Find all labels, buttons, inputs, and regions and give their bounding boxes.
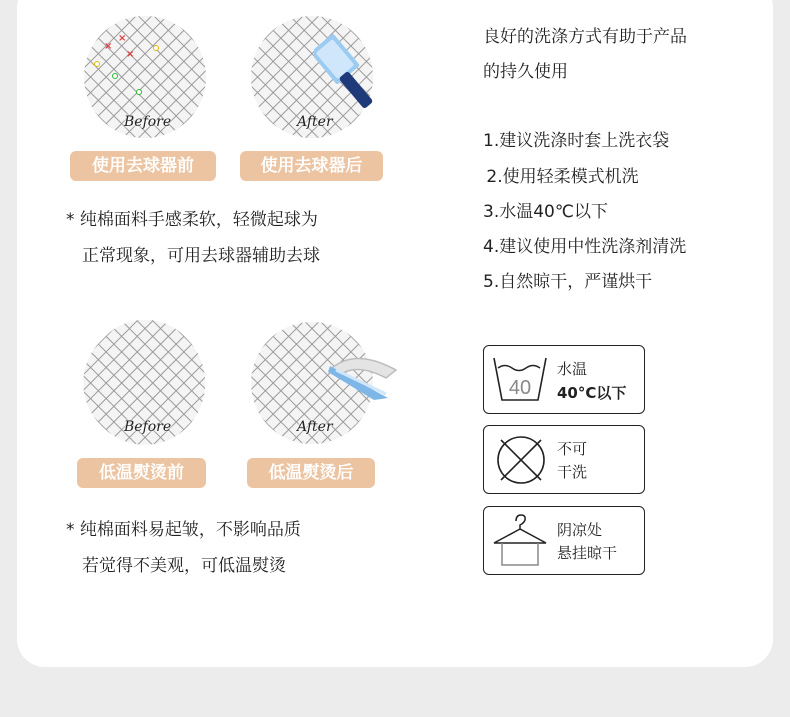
pill-mark: × xyxy=(126,49,135,60)
pill-mark: × xyxy=(104,41,113,52)
after-shaver-badge: 使用去球器后 xyxy=(240,151,383,181)
wash-temp-number: 40 xyxy=(508,377,532,399)
washing-tip: 4.建议使用中性洗涤剂清洗 xyxy=(483,237,687,257)
care-label: 阴凉处 xyxy=(557,521,603,539)
care-hang-dry xyxy=(483,506,645,575)
care-wash-temp xyxy=(483,345,645,414)
care-label: 40°C以下 xyxy=(557,384,627,402)
after-ironing-badge: 低温熨烫后 xyxy=(247,458,375,488)
washing-tip: 2.使用轻柔模式机洗 xyxy=(481,167,639,187)
lint-shaver-icon xyxy=(314,28,404,118)
pilling-note-line1: * 纯棉面料手感柔软，轻微起球为 xyxy=(66,210,318,230)
pill-dot xyxy=(153,45,159,51)
ironing-note-line1: * 纯棉面料易起皱，不影响品质 xyxy=(66,520,301,540)
before-ironing-badge: 低温熨烫前 xyxy=(77,458,206,488)
hanger-icon xyxy=(488,511,552,571)
before-label: Before xyxy=(124,114,172,130)
care-label: 水温 xyxy=(557,360,588,378)
washing-tip: 1.建议洗涤时套上洗衣袋 xyxy=(483,131,670,151)
washing-tip: 3.水温40℃以下 xyxy=(483,202,608,222)
pilling-note-line2: 正常现象，可用去球器辅助去球 xyxy=(82,246,320,266)
care-label: 不可 xyxy=(557,440,588,458)
after-label: After xyxy=(297,419,333,435)
ironing-note-line2: 若觉得不美观，可低温熨烫 xyxy=(82,556,286,576)
care-label: 悬挂晾干 xyxy=(557,544,618,562)
wash-tub-icon xyxy=(490,354,550,406)
pill-dot xyxy=(136,89,142,95)
pill-dot xyxy=(112,73,118,79)
washing-intro-line2: 的持久使用 xyxy=(483,62,568,82)
no-dry-clean-icon xyxy=(493,432,549,488)
pill-dot xyxy=(94,61,100,67)
pill-mark: × xyxy=(118,33,127,44)
after-label: After xyxy=(297,114,333,130)
care-label: 干洗 xyxy=(557,463,588,481)
washing-tip: 5.自然晾干，严谨烘干 xyxy=(483,272,653,292)
before-shaver-badge: 使用去球器前 xyxy=(70,151,216,181)
before-label: Before xyxy=(124,419,172,435)
care-no-dry-clean xyxy=(483,425,645,494)
washing-intro-line1: 良好的洗涤方式有助于产品 xyxy=(483,27,687,47)
iron-icon xyxy=(326,348,406,408)
